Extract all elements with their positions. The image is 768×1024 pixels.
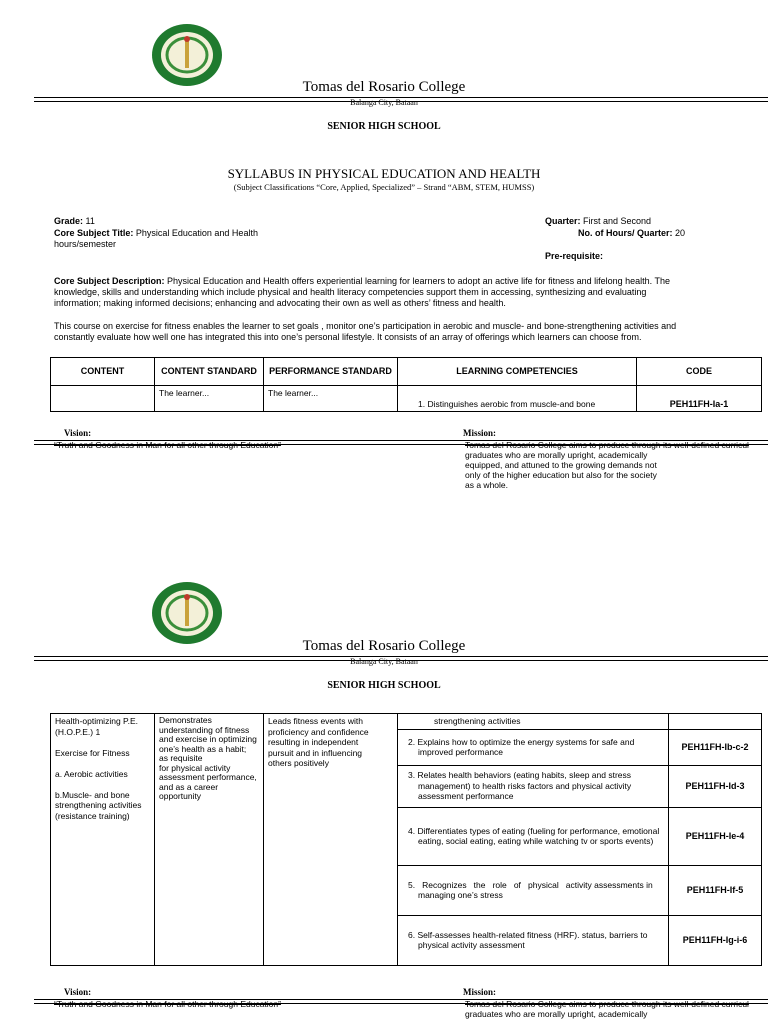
core-description: Core Subject Description: Physical Education and Health offers experiential learning for learners to adopt an active life for fitness and lifelong health. The knowledge, skills and understanding which include physical and health literacy competencies support them in accessing, synthesizing and evaluating information; making informed decisions; enhancing and advocating their own as well as others’ fitness and health. (54, 276, 671, 309)
vision-label: Vision: (64, 987, 92, 997)
vision-text: “Truth and Goodness in Man for all other through Education” (54, 440, 281, 450)
vision-text: “Truth and Goodness in Man for all other through Education” (54, 999, 281, 1009)
mission-label: Mission: (463, 428, 497, 438)
college-name: Tomas del Rosario College (302, 638, 466, 654)
cell-competency: 1. Distinguishes aerobic from muscle-and bone (398, 386, 637, 412)
col-performance-standard: PERFORMANCE STANDARD (264, 358, 398, 386)
hours-quarter-line: No. of Hours/ Quarter: 20 (578, 228, 686, 238)
cell-content (51, 386, 155, 412)
college-logo (150, 580, 224, 646)
cell-competency: 4. Differentiates types of eating (fueling for performance, emotional eating, social eating, eating while watching tv or sports events) (398, 807, 669, 865)
cell-performance: Leads fitness events with proficiency and confidence resulting in independent pursuit and in influencing others positively (264, 714, 398, 966)
col-learning-competencies: LEARNING COMPETENCIES (398, 358, 637, 386)
syllabus-title: SYLLABUS IN PHYSICAL EDUCATION AND HEALTH (227, 166, 541, 181)
cell-code: PEH11FH-Ie-4 (669, 807, 762, 865)
cell-competency: 5. Recognizes the role of physical activity assessments in managing one’s stress (398, 865, 669, 915)
syllabus-table-body (50, 713, 762, 966)
cell-performance: The learner... (264, 386, 398, 412)
college-city: Balanga City, Bataan (350, 657, 418, 666)
mission-label: Mission: (463, 987, 497, 997)
cell-competency: 6. Self-assesses health-related fitness (HRF). status, barriers to physical activity assessment (398, 915, 669, 965)
school-level: SENIOR HIGH SCHOOL (327, 121, 441, 132)
cell-content: Health-optimizing P.E. (H.O.P.E.) 1 Exercise for Fitness a. Aerobic activities b.Muscle- and bone strengthening activities (resistance training) (51, 714, 155, 966)
prerequisite: Pre-requisite: (545, 251, 604, 261)
syllabus-table-header (50, 357, 762, 412)
cell-code: PEH11FH-Ig-i-6 (669, 915, 762, 965)
mission-text: Tomas del Rosario College aims to produce through its well-defined curricul graduates who are morally upright, academically (465, 999, 749, 1019)
col-code: CODE (637, 358, 762, 386)
core-title-line: Core Subject Title: Physical Education and Health (54, 228, 258, 238)
cell-code: PEH11FH-Id-3 (669, 765, 762, 807)
mission-text: Tomas del Rosario College aims to produce through its well-defined curricul graduates who are morally upright, academically equipped, and attuned to the growing demands not only of the higher education but also for the society as a whole. (465, 440, 749, 490)
col-content-standard: CONTENT STANDARD (155, 358, 264, 386)
cell-competency: 3. Relates health behaviors (eating habits, sleep and stress management) to health risks factors and physical activity assessment performance (398, 765, 669, 807)
cell-standard: The learner... (155, 386, 264, 412)
cell-code: PEH11FH-Ia-1 (637, 386, 762, 412)
cell-code: PEH11FH-If-5 (669, 865, 762, 915)
col-content: CONTENT (51, 358, 155, 386)
college-city: Balanga City, Bataan (350, 98, 418, 107)
cell-standard: Demonstrates understanding of fitness and exercise in optimizing one’s health as a habit; as requisite for physical activity assessment performance, and as a career opportunity (155, 714, 264, 966)
vision-label: Vision: (64, 428, 92, 438)
cell-code (669, 714, 762, 730)
quarter-line: Quarter: First and Second (545, 216, 652, 226)
grade-line: Grade: 11 (54, 216, 95, 226)
cell-competency: strengthening activities (398, 714, 669, 730)
school-level: SENIOR HIGH SCHOOL (327, 680, 441, 691)
cell-competency: 2. Explains how to optimize the energy systems for safe and improved performance (398, 729, 669, 765)
course-description: This course on exercise for fitness enables the learner to set goals , monitor one’s participation in aerobic and muscle- and bone-strengthening activities and constantly evaluate how well one has integrated this into one’s personal lifestyle. It consists of an array of offerings which learners can choose from. (54, 321, 677, 343)
college-name: Tomas del Rosario College (302, 79, 466, 95)
hours-semester: hours/semester (54, 239, 117, 249)
syllabus-subtitle: (Subject Classifications “Core, Applied, Specialized” – Strand “ABM, STEM, HUMSS) (233, 182, 535, 192)
cell-code: PEH11FH-Ib-c-2 (669, 729, 762, 765)
